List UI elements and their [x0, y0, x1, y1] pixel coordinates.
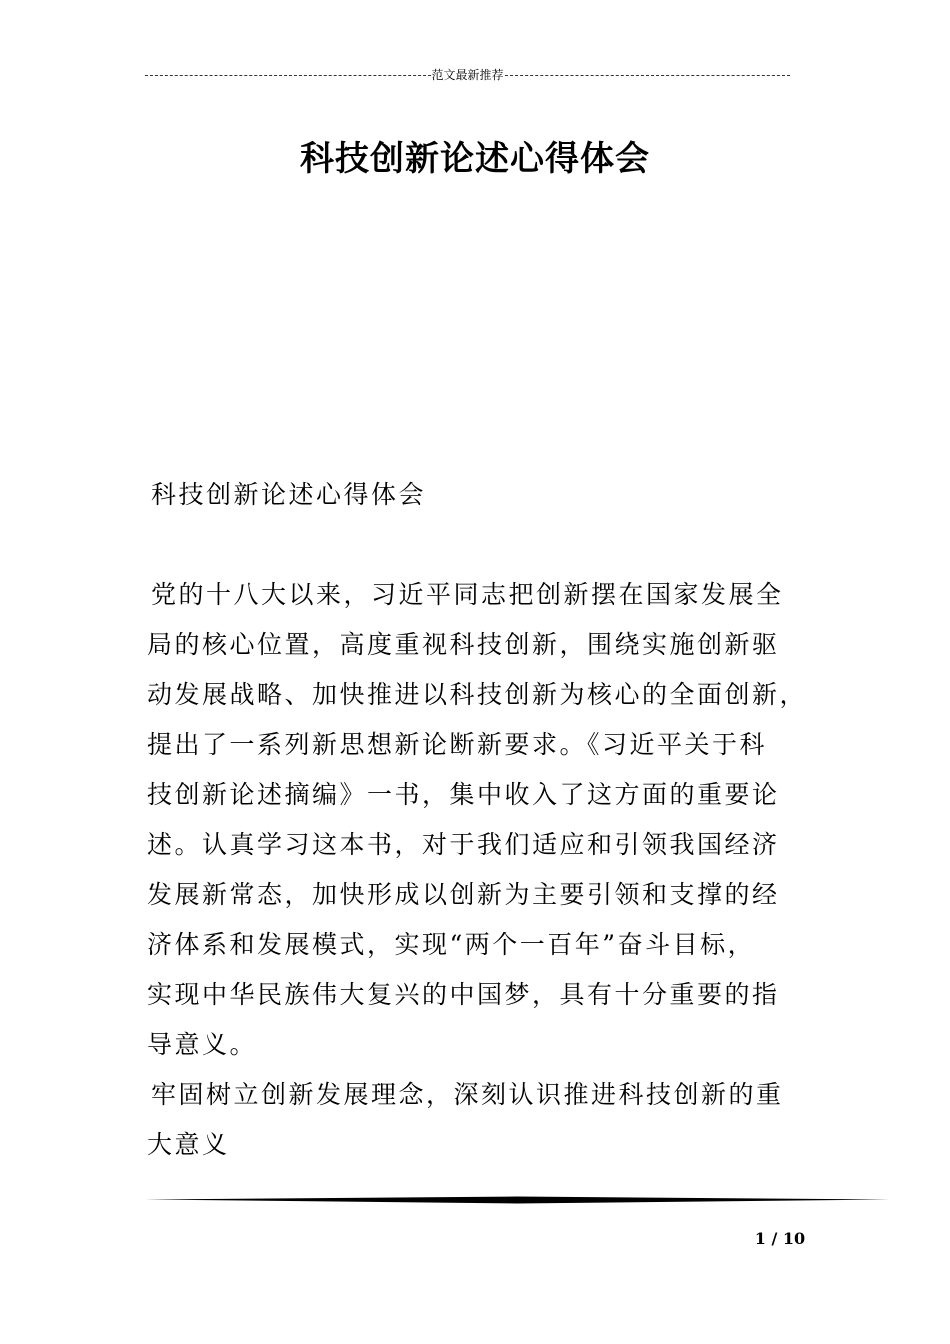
paragraph-line: 述。认真学习这本书，对于我们适应和引领我国经济: [147, 830, 780, 859]
paragraph-line: 局的核心位置，高度重视科技创新，围绕实施创新驱: [147, 630, 780, 659]
paragraph-line: 大意义: [147, 1130, 230, 1159]
footer-divider-shape: [145, 1196, 890, 1204]
paragraph-line: 提出了一系列新思想新论断新要求。《习近平关于科: [147, 730, 768, 759]
paragraph-line: 发展新常态，加快形成以创新为主要引领和支撑的经: [147, 880, 780, 909]
page-number: 1 / 10: [754, 1229, 806, 1248]
paragraph-line: 动发展战略、加快推进以科技创新为核心的全面创新，: [147, 680, 808, 709]
paragraph-line: 技创新论述摘编》一书，集中收入了这方面的重要论: [147, 780, 780, 809]
paragraph-2: [147, 1070, 819, 1170]
document-subtitle: [147, 470, 819, 520]
header-label: 范文最新推荐: [431, 68, 504, 82]
header-dashed-line-left: [145, 75, 431, 76]
paragraph-1: [147, 570, 819, 1070]
paragraph-line: 党的十八大以来，习近平同志把创新摆在国家发展全: [151, 580, 784, 609]
header-banner: [145, 66, 790, 84]
paragraph-line: 导意义。: [147, 1030, 258, 1059]
paragraph-line: 济体系和发展模式，实现“两个一百年”奋斗目标，: [147, 930, 756, 959]
paragraph-line: 牢固树立创新发展理念，深刻认识推进科技创新的重: [151, 1080, 784, 1109]
subtitle-text: 科技创新论述心得体会: [151, 480, 427, 509]
header-dashed-line-right: [505, 75, 791, 76]
paragraph-line: 实现中华民族伟大复兴的中国梦，具有十分重要的指: [147, 980, 780, 1009]
footer-divider: [145, 1196, 890, 1204]
document-title: 科技创新论述心得体会: [300, 139, 650, 179]
